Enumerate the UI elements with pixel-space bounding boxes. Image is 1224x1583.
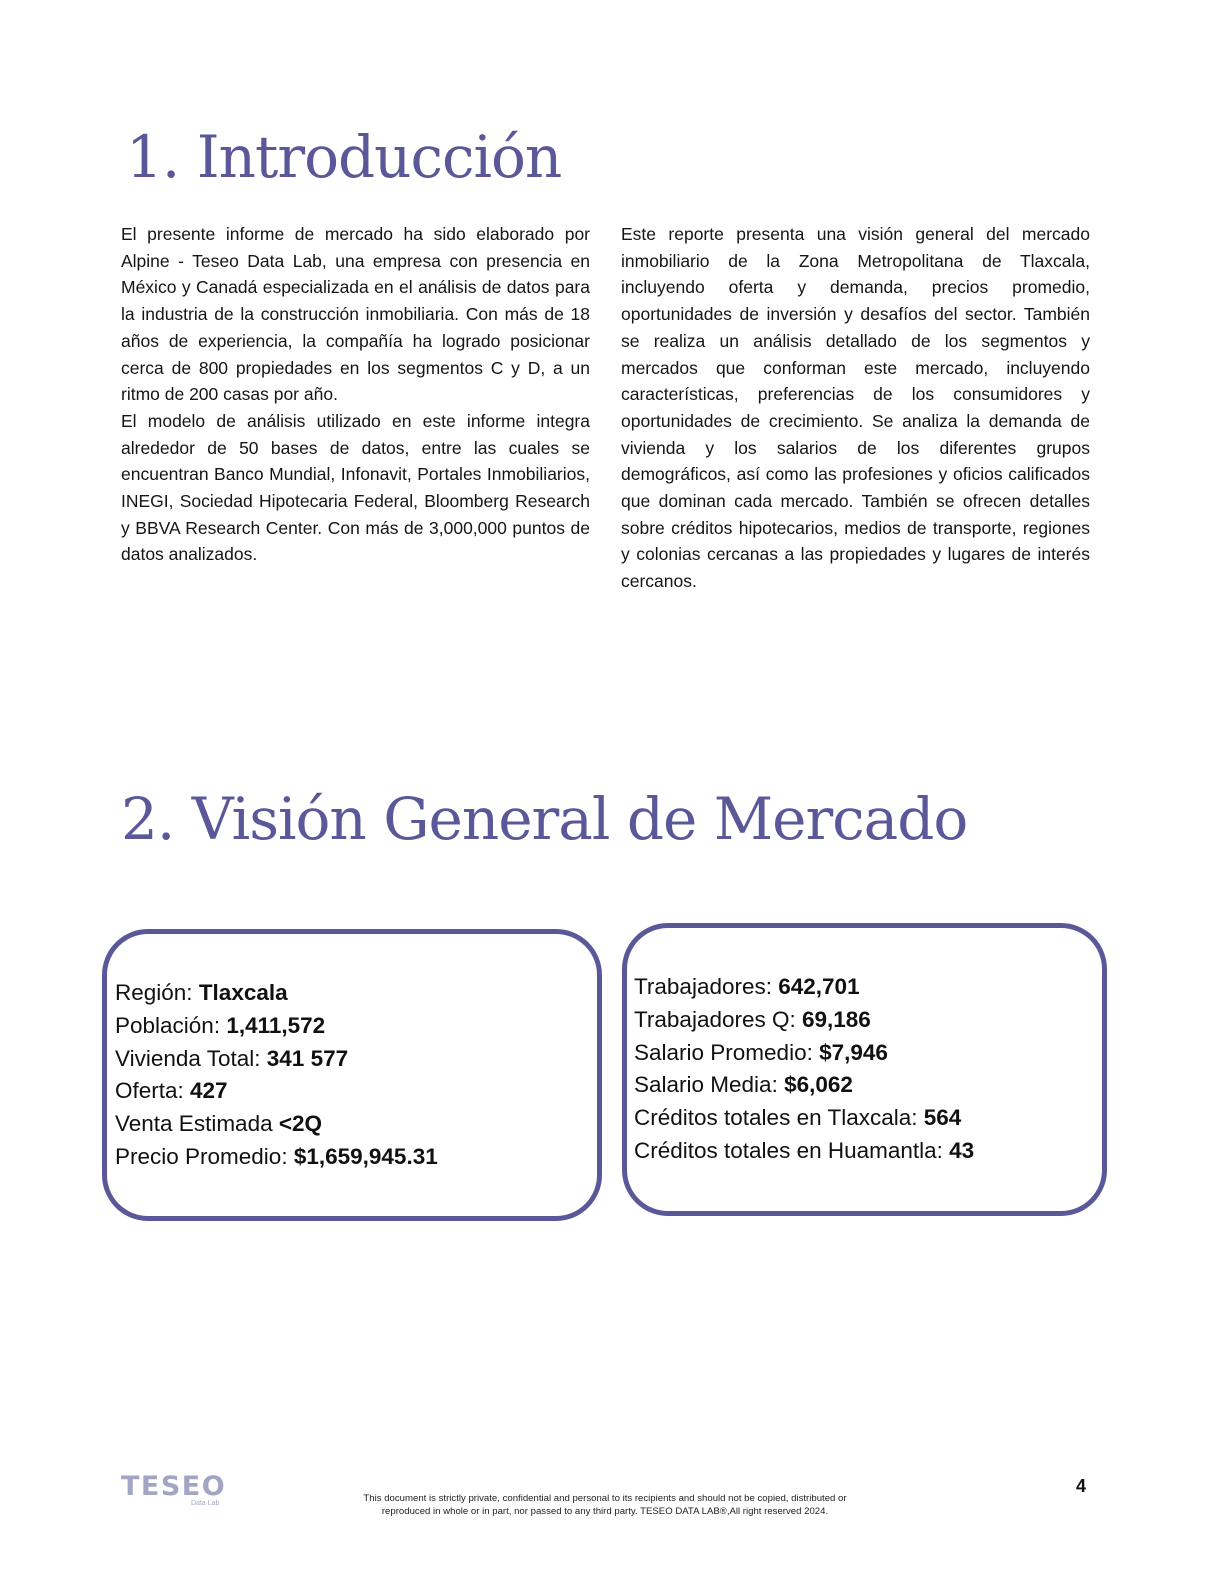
- market-stats-box-left: [102, 929, 602, 1221]
- disclaimer-line: This document is strictly private, confidential and personal to its recipients and should not be copied, distributed or: [363, 1493, 847, 1504]
- stat-poblacion: [115, 1010, 597, 1043]
- stat-label: Salario Media:: [634, 1072, 785, 1098]
- stat-value: 427: [190, 1078, 228, 1104]
- stat-label: Créditos totales en Huamantla:: [634, 1137, 950, 1163]
- stat-label: Trabajadores Q:: [634, 1006, 802, 1032]
- stat-label: Salario Promedio:: [634, 1039, 820, 1065]
- stat-value: $1,659,945.31: [293, 1143, 438, 1169]
- stat-salario-promedio: [634, 1037, 1102, 1070]
- stat-value: $7,946: [819, 1039, 888, 1065]
- stat-label: Oferta:: [115, 1078, 191, 1104]
- stat-value: 642,701: [778, 974, 860, 999]
- stat-label: Créditos totales en Tlaxcala:: [634, 1105, 924, 1131]
- intro-paragraph: Este reporte presenta una visión general del mercado inmobiliario de la Zona Metropolitana de Tlaxcala, incluyendo oferta y demanda, precios promedio, oportunidades de inversión y desafíos del sector. También se realiza un análisis detallado de los segmentos y mercados que conforman este mercado, incluyendo características, preferencias de los consumidores y oportunidades de crecimiento. Se analiza la demanda de vivienda y los salarios de los diferentes grupos demográficos, así como las profesiones y oficios calificados que dominan cada mercado. También se ofrecen detalles sobre créditos hipotecarios, medios de transporte, regiones y colonias cercanas a las propiedades y lugares de interés cercanos.: [621, 224, 1090, 592]
- stat-label: Trabajadores:: [634, 974, 779, 999]
- stat-value: 341 577: [266, 1045, 349, 1071]
- intro-left-column: [121, 221, 590, 568]
- stat-trabajadores: [634, 971, 1102, 1004]
- stat-creditos-tlaxcala: [634, 1102, 1102, 1135]
- stat-region: [115, 977, 597, 1010]
- stat-label: Región:: [115, 980, 199, 1005]
- stat-value: 43: [949, 1137, 975, 1163]
- stat-value: 69,186: [802, 1006, 871, 1032]
- section-title-vision-general: 2. Visión General de Mercado: [121, 785, 968, 853]
- stat-value: Tlaxcala: [198, 980, 288, 1005]
- stat-trabajadores-q: [634, 1004, 1102, 1037]
- confidentiality-disclaimer: [320, 1493, 890, 1518]
- stat-value: $6,062: [784, 1072, 853, 1098]
- stat-salario-media: [634, 1069, 1102, 1102]
- stat-label: Venta Estimada: [115, 1111, 279, 1137]
- stat-oferta: [115, 1075, 597, 1108]
- stat-value: 564: [923, 1105, 962, 1131]
- logo-subtext: Data Lab: [191, 1500, 220, 1507]
- stat-venta-estimada: [115, 1108, 597, 1141]
- intro-paragraph: El modelo de análisis utilizado en este informe integra alrededor de 50 bases de datos, entre las cuales se encuentran Banco Mundial, Infonavit, Portales Inmobiliarios, INEGI, Sociedad Hipotecaria Federal, Bloomberg Research y BBVA Research Center. Con más de 3,000,000 puntos de datos analizados.: [121, 410, 590, 565]
- section-title-introduccion: 1. Introducción: [126, 123, 562, 191]
- logo-wordmark: TESEO: [121, 1471, 227, 1502]
- page-number: 4: [1076, 1476, 1087, 1496]
- stat-label: Precio Promedio:: [115, 1143, 294, 1169]
- market-stats-box-right: [622, 923, 1107, 1216]
- stat-label: Población:: [115, 1012, 227, 1038]
- intro-paragraph: El presente informe de mercado ha sido elaborado por Alpine - Teseo Data Lab, una empresa con presencia en México y Canadá especializada en el análisis de datos para la industria de la construcción inmobiliaria. Con más de 18 años de experiencia, la compañía ha logrado posicionar cerca de 800 propiedades en los segmentos C y D, a un ritmo de 200 casas por año.: [121, 224, 590, 405]
- stat-precio-promedio: [115, 1141, 597, 1174]
- disclaimer-line: reproduced in whole or in part, nor passed to any third party. TESEO DATA LAB®,All right reserved 2024.: [381, 1505, 829, 1517]
- stat-label: Vivienda Total:: [115, 1045, 267, 1071]
- stat-vivienda-total: [115, 1043, 597, 1076]
- teseo-logo: [121, 1472, 231, 1512]
- stat-creditos-huamantla: [634, 1135, 1102, 1168]
- stat-value: 1,411,572: [226, 1012, 326, 1038]
- stat-value: <2Q: [278, 1111, 323, 1137]
- intro-right-column: [621, 221, 1090, 595]
